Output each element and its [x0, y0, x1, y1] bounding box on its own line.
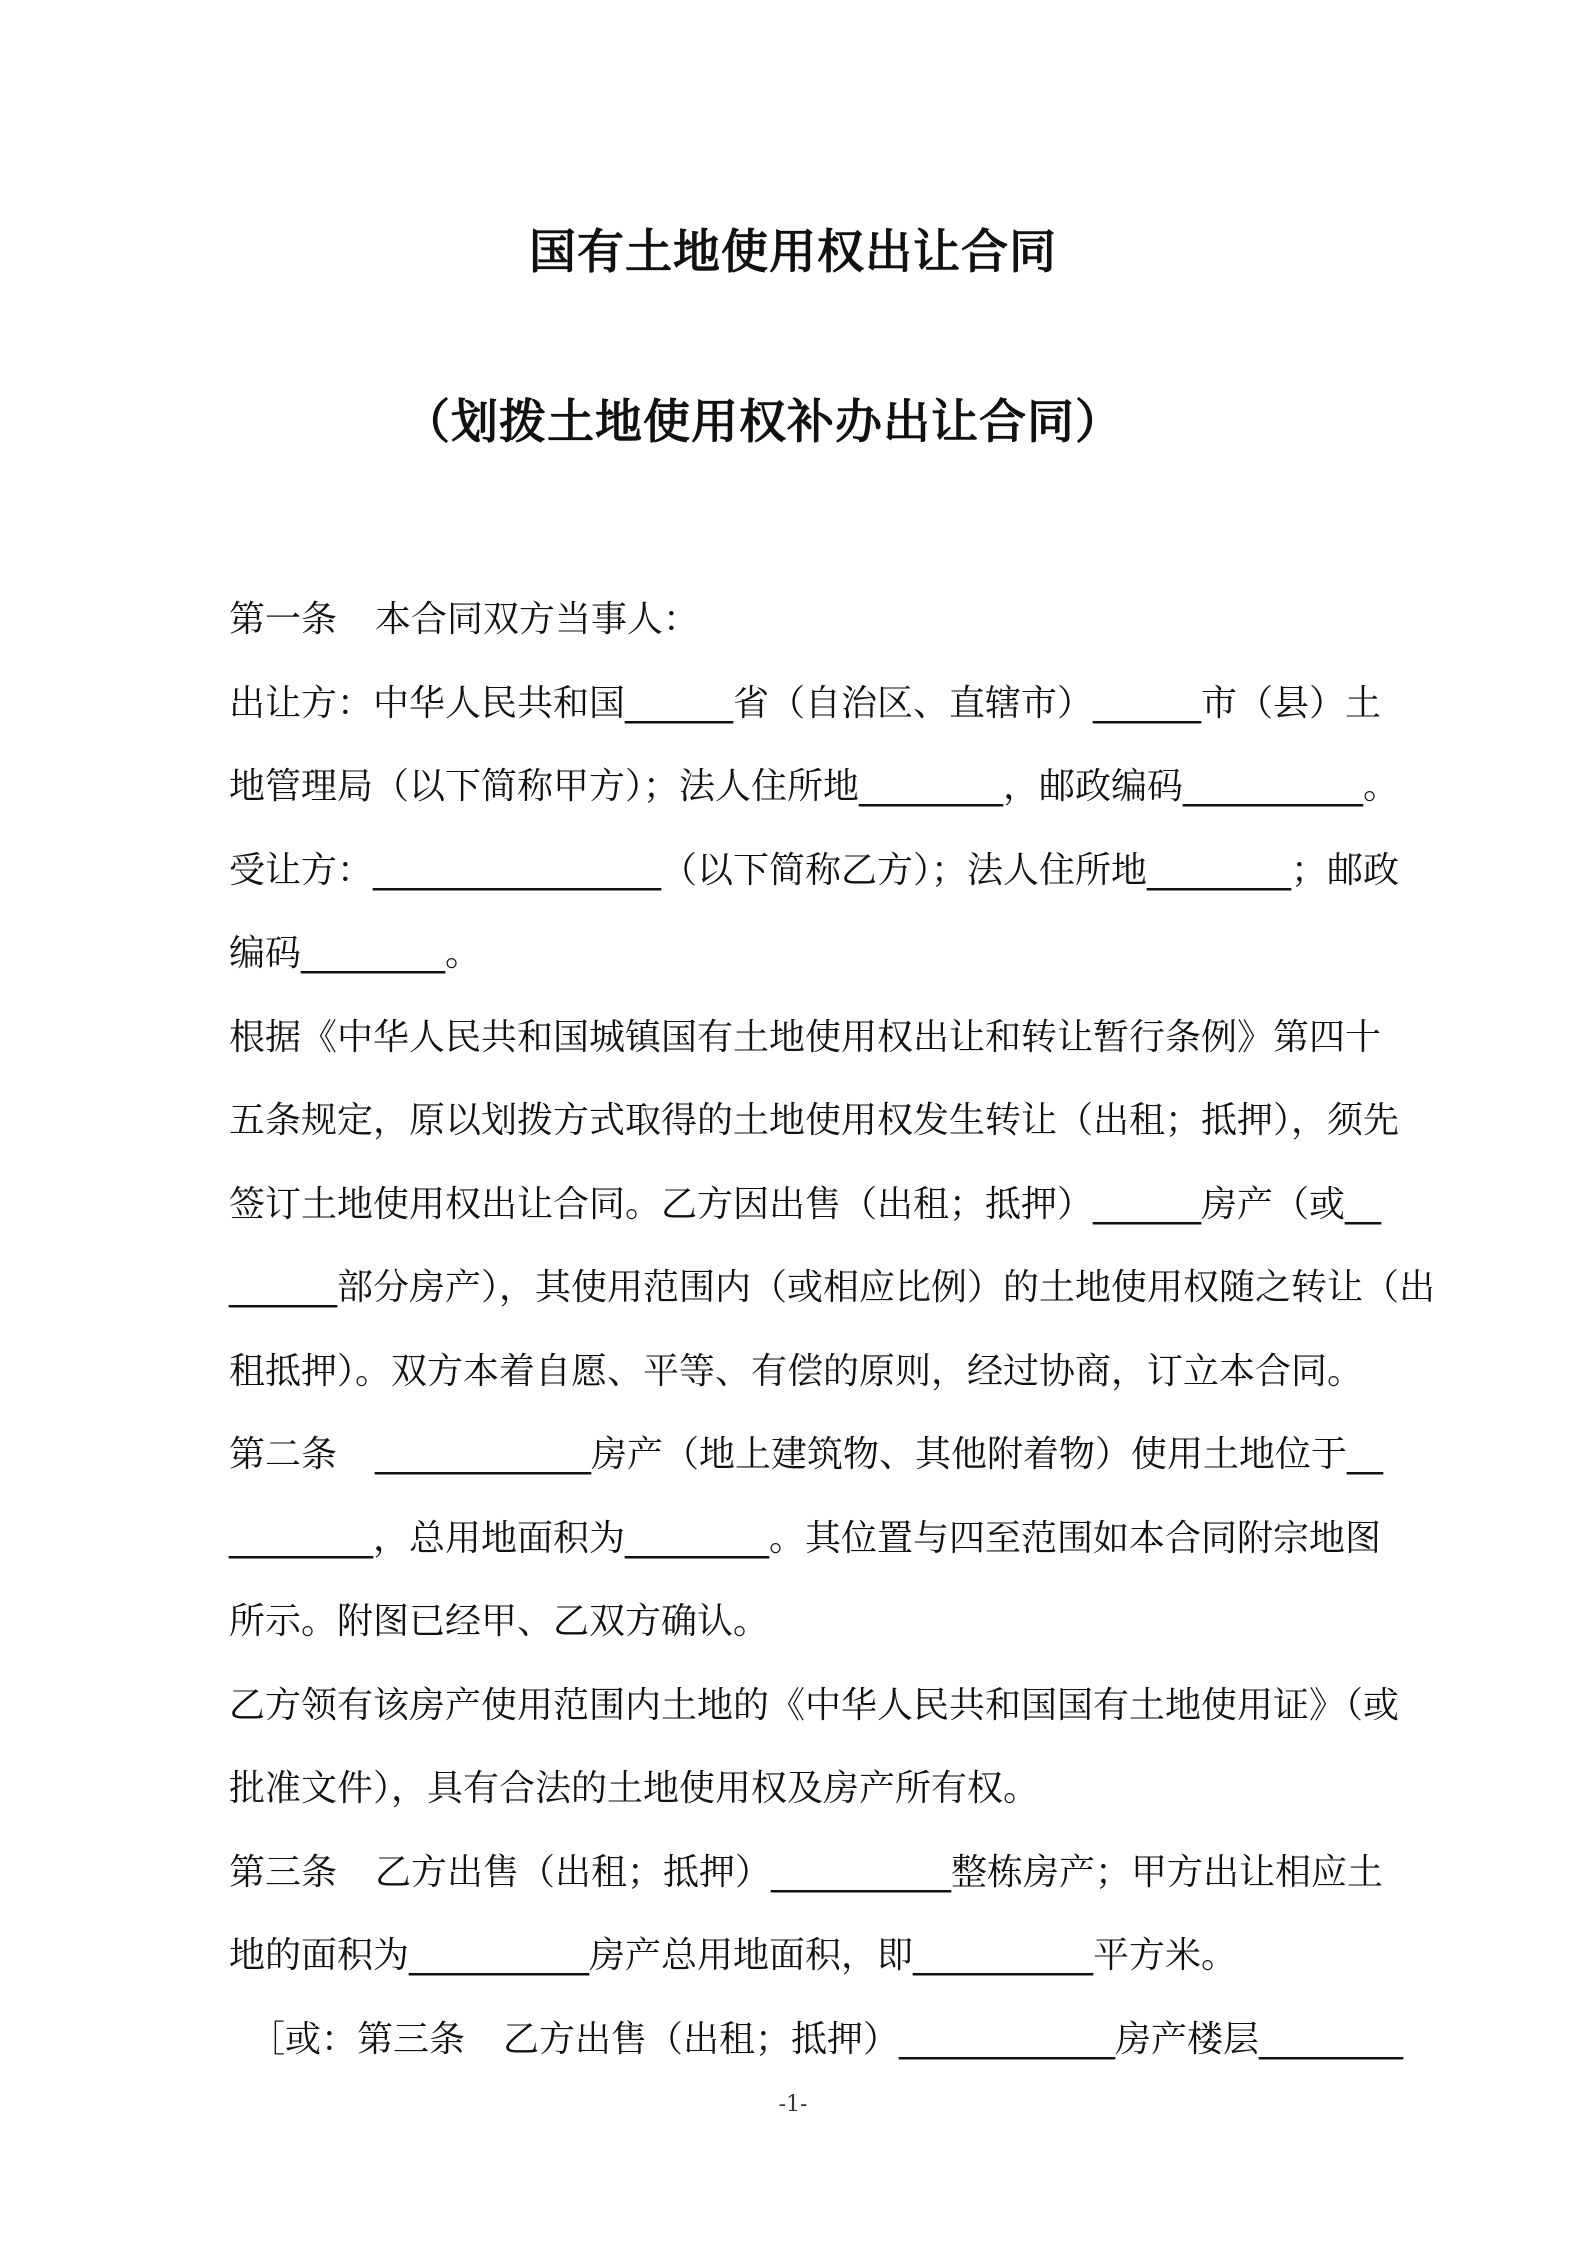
line-text: 批准文件），具有合法的土地使用权及房产所有权。: [229, 1768, 1040, 1809]
body-line: [229, 1831, 1444, 1915]
page-number: -1-: [778, 2092, 808, 2117]
body-line: [229, 662, 1444, 746]
line-text: 地管理局（以下简称甲方）；法人住所地________，邮政编码__________。: [229, 766, 1400, 807]
line-text: ________，总用地面积为________。其位置与四至范围如本合同附宗地图: [229, 1517, 1382, 1559]
line-text: 签订土地使用权出让合同。乙方因出售（出租；抵押）______房产（或__: [229, 1183, 1382, 1225]
spacer: [337, 578, 375, 662]
article-label: 第三条: [229, 1851, 338, 1893]
article-label: 第二条: [229, 1434, 338, 1475]
line-text: 租抵押）。双方本着自愿、平等、有偿的原则，经过协商，订立本合同。: [229, 1350, 1364, 1392]
body-line: [229, 829, 1444, 913]
document-subtitle: （划拨土地使用权补办出让合同）: [403, 395, 1123, 450]
body-line: [229, 1497, 1444, 1581]
line-text: ____________房产（地上建筑物、其他附着物）使用土地位于__: [375, 1434, 1384, 1475]
article-label: ［或：第三条: [249, 2018, 466, 2060]
line-text: 五条规定，原以划拨方式取得的土地使用权发生转让（出租；抵押），须先: [229, 1100, 1400, 1141]
line-text: 编码________。: [229, 933, 482, 974]
line-text: 乙方出售（出租；抵押）__________整栋房产；甲方出让相应土: [375, 1851, 1384, 1893]
body-line: [229, 996, 1444, 1080]
spacer: [465, 1998, 503, 2082]
article-label: 第一条: [229, 599, 338, 640]
contract-body: [229, 578, 1444, 2081]
body-line: [229, 1163, 1444, 1247]
body-line: [229, 1413, 1444, 1497]
line-text: 乙方出售（出租；抵押）____________房产楼层________: [503, 2018, 1404, 2060]
body-line: [229, 1998, 1444, 2082]
line-text: 地的面积为__________房产总用地面积，即__________平方米。: [229, 1935, 1238, 1976]
line-text: 受让方：________________（以下简称乙方）；法人住所地________；邮政: [229, 849, 1400, 891]
line-text: 乙方领有该房产使用范围内土地的《中华人民共和国国有土地使用证》（或: [229, 1684, 1400, 1726]
spacer: [337, 1831, 375, 1915]
body-line: [229, 1580, 1444, 1664]
line-text: ______部分房产），其使用范围内（或相应比例）的土地使用权随之转让（出: [229, 1267, 1436, 1308]
spacer: [337, 1413, 375, 1497]
line-text: 本合同双方当事人：: [375, 599, 700, 640]
body-line: [229, 1747, 1444, 1831]
body-line: [229, 1914, 1444, 1998]
line-text: 出让方：中华人民共和国______省（自治区、直辖市）______市（县）土: [229, 682, 1382, 724]
document-title: 国有土地使用权出让合同: [529, 225, 1057, 280]
line-text: 所示。附图已经甲、乙双方确认。: [229, 1601, 770, 1642]
body-line: [229, 912, 1444, 996]
body-line: [229, 1664, 1444, 1748]
body-line: [229, 1079, 1444, 1163]
body-line: [229, 578, 1444, 662]
body-line: [229, 1330, 1444, 1414]
body-line: [229, 745, 1444, 829]
body-line: [229, 1246, 1444, 1330]
line-text: 根据《中华人民共和国城镇国有土地使用权出让和转让暂行条例》第四十: [229, 1016, 1382, 1058]
